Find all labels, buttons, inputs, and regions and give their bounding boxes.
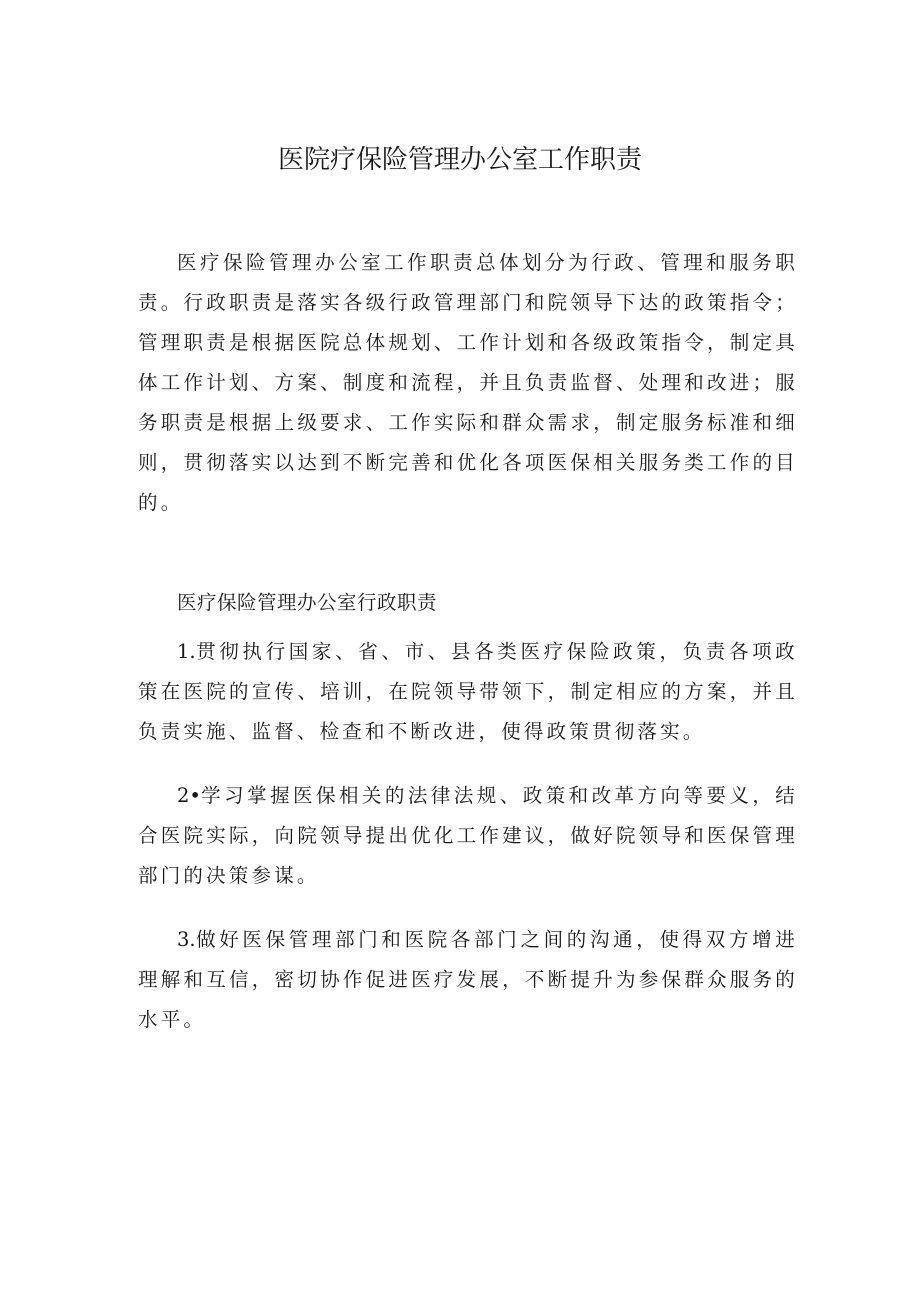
duty-item-2-text: 学习掌握医保相关的法律法规、政策和改革方向等要义，结合医院实际，向院领导提出优化工作建议，做好院领导和医保管理部门的决策参谋。 <box>138 784 798 887</box>
intro-paragraph: 医疗保险管理办公室工作职责总体划分为行政、管理和服务职责。行政职责是落实各级行政管理部门和院领导下达的政策指令；管理职责是根据医院总体规划、工作计划和各级政策指令，制定具体工作计划、方案、制度和流程，并且负责监督、处理和改进；服务职责是根据上级要求、工作实际和群众需求，制定服务标准和细则，贯彻落实以达到不断完善和优化各项医保相关服务类工作的目的。 <box>138 251 798 514</box>
duty-item-1-number: 1. <box>177 640 196 663</box>
duty-item-3-number: 3. <box>177 928 196 951</box>
duty-item-3-text: 做好医保管理部门和医院各部门之间的沟通，使得双方增进理解和互信，密切协作促进医疗发展，不断提升为参保群众服务的水平。 <box>138 928 798 1031</box>
duty-item-3 <box>138 920 798 1040</box>
intro-paragraph-block <box>138 243 798 523</box>
duty-item-2-paragraph <box>138 776 798 896</box>
section-heading-block <box>138 583 798 623</box>
duty-item-1-text: 贯彻执行国家、省、市、县各类医疗保险政策，负责各项政策在医院的宣传、培训，在院领导带领下，制定相应的方案，并且负责实施、监督、检查和不断改进，使得政策贯彻落实。 <box>138 640 798 743</box>
document-title: 医院疗保险管理办公室工作职责 <box>277 145 642 175</box>
duty-item-1-paragraph <box>138 632 798 752</box>
duty-item-3-paragraph <box>138 920 798 1040</box>
duty-item-2-number: 2• <box>177 784 201 807</box>
section-heading: 医疗保险管理办公室行政职责 <box>177 591 438 614</box>
duty-item-1 <box>138 632 798 752</box>
duty-item-2 <box>138 776 798 896</box>
